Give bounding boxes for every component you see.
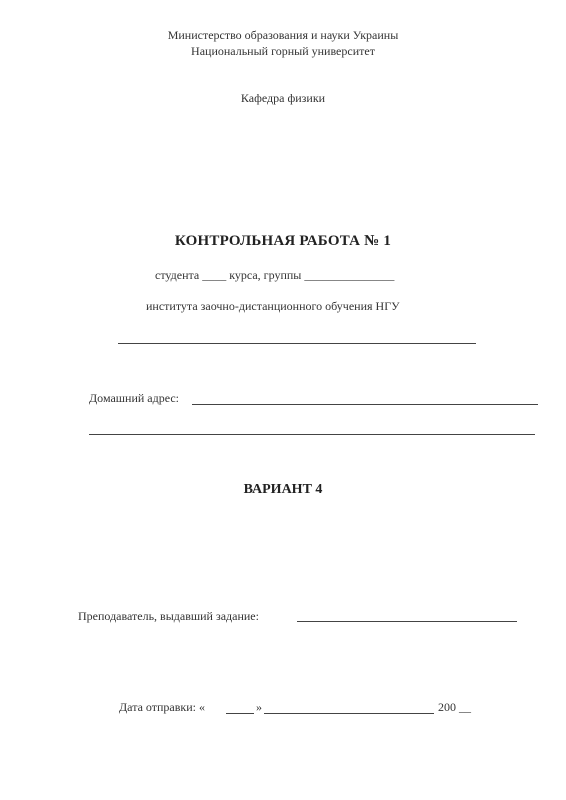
- student-name-underline: [118, 343, 476, 344]
- send-date-label: Дата отправки: «: [119, 700, 206, 714]
- send-date-quote-close: »: [256, 700, 262, 714]
- home-address-underline: [192, 404, 538, 405]
- department-heading: Кафедра физики: [240, 91, 326, 105]
- document-title: КОНТРОЛЬНАЯ РАБОТА № 1: [174, 233, 392, 249]
- send-year: 200 __: [438, 700, 471, 714]
- home-address-label: Домашний адрес:: [89, 391, 180, 405]
- teacher-label: Преподаватель, выдавший задание:: [78, 609, 259, 623]
- send-day-underline: [226, 713, 254, 714]
- teacher-underline: [297, 621, 517, 622]
- send-month-underline: [264, 713, 434, 714]
- institute-line: института заочно-дистанционного обучения НГУ: [146, 299, 400, 313]
- variant-heading: ВАРИАНТ 4: [243, 482, 323, 497]
- student-course-group-line: студента ____ курса, группы _______________: [155, 268, 395, 282]
- university-heading: Национальный горный университет: [191, 44, 375, 58]
- ministry-heading: Министерство образования и науки Украины: [167, 28, 399, 42]
- home-address-underline-2: [89, 434, 535, 435]
